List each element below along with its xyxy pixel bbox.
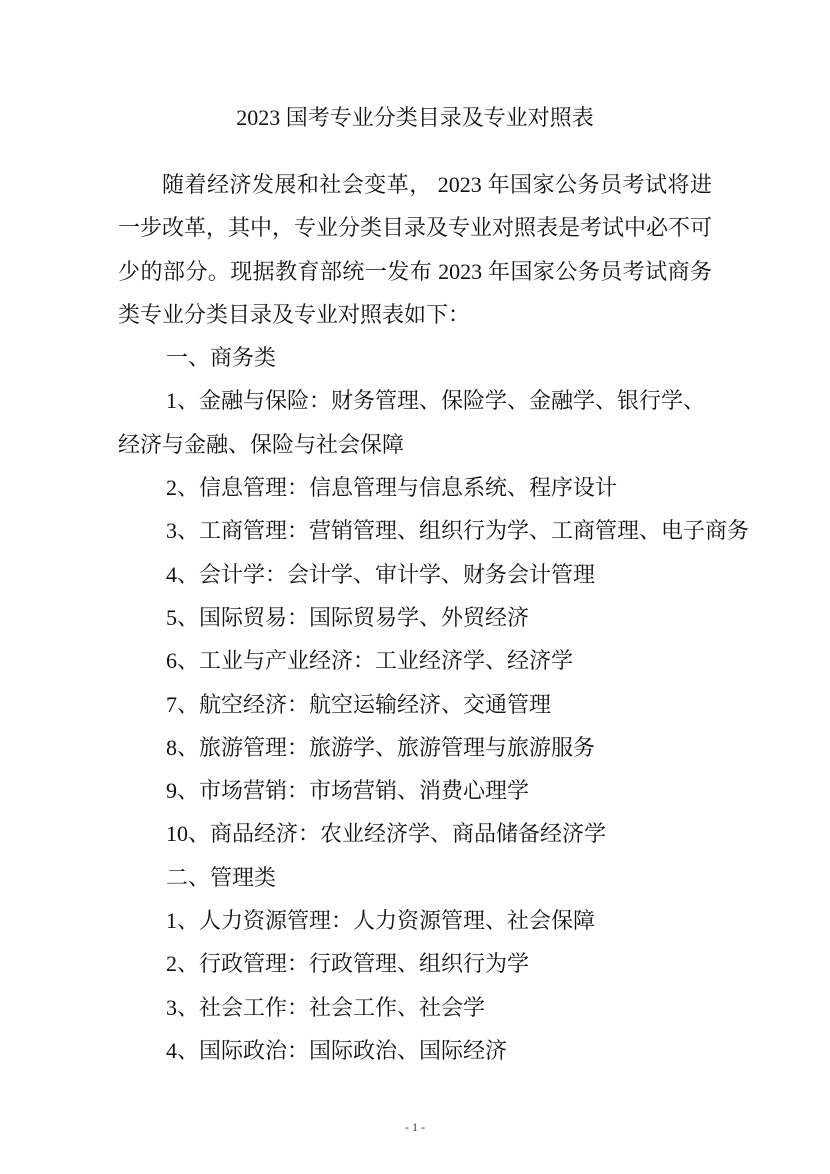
list-item: 8、旅游管理：旅游学、旅游管理与旅游服务	[166, 734, 596, 760]
list-item: 2、行政管理：行政管理、组织行为学	[166, 951, 530, 977]
list-item: 6、工业与产业经济：工业经济学、经济学	[166, 648, 574, 674]
list-item: 5、国际贸易：国际贸易学、外贸经济	[166, 604, 530, 630]
list-item: 2、信息管理：信息管理与信息系统、程序设计	[166, 475, 618, 501]
list-item: 4、会计学：会计学、审计学、财务会计管理	[166, 561, 596, 587]
list-item: 4、国际政治：国际政治、国际经济	[166, 1037, 508, 1063]
list-item: 1、金融与保险：财务管理、保险学、金融学、银行学、经济与金融、保险与社会保障	[118, 388, 706, 457]
intro-paragraph: 随着经济发展和社会变革， 2023 年国家公务员考试将进一步改革，其中，专业分类目录及专业对照表是考试中必不可少的部分。现据教育部统一发布 2023 年国家公务员考试商务类专业分类目录及专业对照表如下：	[118, 172, 713, 327]
section-heading: 一、商务类	[166, 345, 277, 371]
list-item: 10、商品经济：农业经济学、商品储备经济学	[166, 821, 607, 847]
section-heading: 二、管理类	[166, 864, 277, 890]
list-item: 7、航空经济：航空运输经济、交通管理	[166, 691, 552, 717]
list-item: 3、社会工作：社会工作、社会学	[166, 994, 486, 1020]
list-item: 9、市场营销：市场营销、消费心理学	[166, 778, 530, 804]
document-body	[118, 163, 750, 1072]
list-item: 3、工商管理：营销管理、组织行为学、工商管理、电子商务	[166, 518, 750, 544]
document-title: 2023 国考专业分类目录及专业对照表	[236, 105, 594, 130]
page-number: - 1 -	[405, 1120, 425, 1134]
list-item: 1、人力资源管理：人力资源管理、社会保障	[166, 908, 596, 934]
